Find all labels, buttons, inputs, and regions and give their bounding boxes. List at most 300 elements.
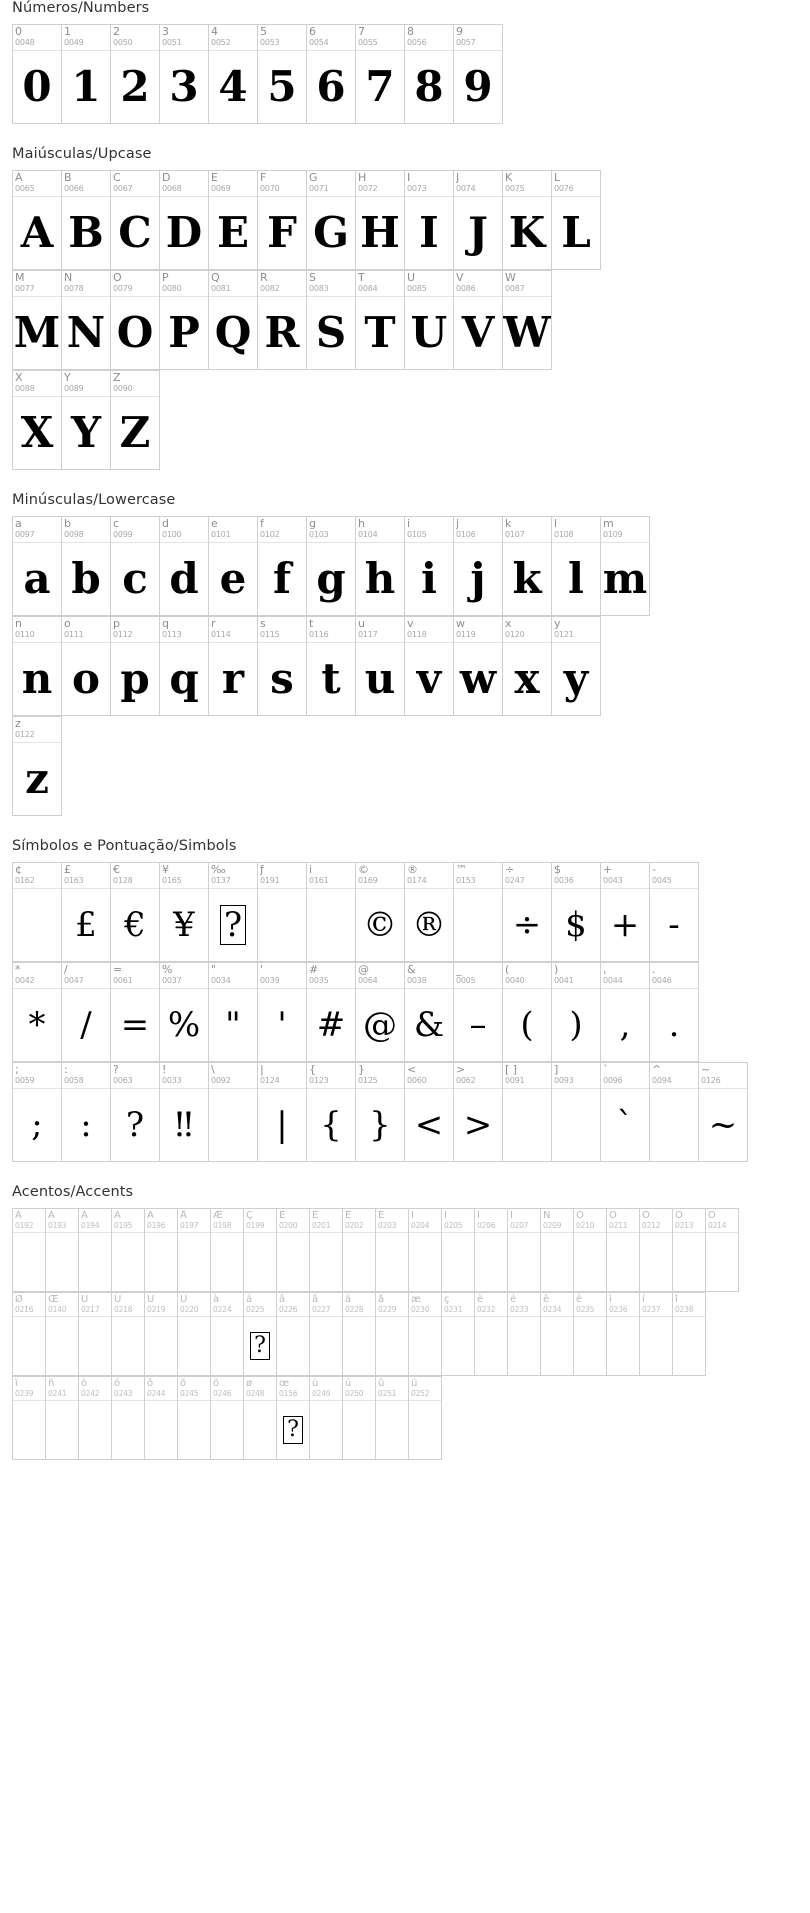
glyph-character-label: v <box>407 618 414 630</box>
glyph-cell[interactable] <box>454 25 503 123</box>
glyph-cell-header <box>574 1209 606 1233</box>
glyph-cell[interactable] <box>552 963 601 1061</box>
glyph-cell[interactable] <box>209 1063 258 1161</box>
glyph-preview <box>13 543 61 615</box>
glyph-character-label: Ù <box>81 1294 89 1305</box>
glyph-render: a <box>23 554 51 603</box>
glyph-cell[interactable] <box>112 1293 145 1375</box>
glyph-cell[interactable] <box>211 1377 244 1459</box>
glyph-cell[interactable] <box>277 1293 310 1375</box>
glyph-cell[interactable] <box>343 1293 376 1375</box>
glyph-character-label: > <box>456 1064 466 1076</box>
glyph-cell[interactable] <box>111 171 160 269</box>
glyph-cell[interactable] <box>209 517 258 615</box>
glyph-code-label: 0043 <box>603 876 623 885</box>
glyph-code-label: 0039 <box>260 976 280 985</box>
glyph-cell[interactable] <box>454 517 503 615</box>
glyph-code-label: 0211 <box>609 1221 628 1230</box>
glyph-cell[interactable] <box>160 271 209 369</box>
glyph-preview <box>552 543 600 615</box>
glyph-cell[interactable] <box>405 25 454 123</box>
glyph-cell[interactable] <box>209 271 258 369</box>
glyph-code-label: 0075 <box>505 184 525 193</box>
glyph-cell[interactable] <box>62 371 111 469</box>
glyph-cell[interactable] <box>405 1063 454 1161</box>
glyph-preview <box>258 643 306 715</box>
glyph-cell[interactable] <box>607 1209 640 1291</box>
glyph-cell[interactable] <box>46 1293 79 1375</box>
glyph-preview <box>13 1233 45 1291</box>
glyph-cell[interactable] <box>13 171 62 269</box>
glyph-character-label: 5 <box>260 26 267 38</box>
glyph-code-label: 0128 <box>113 876 133 885</box>
glyph-cell[interactable] <box>601 963 650 1061</box>
glyph-cell-header <box>503 1063 551 1089</box>
glyph-cell[interactable] <box>503 517 552 615</box>
glyph-preview <box>62 51 110 123</box>
glyph-cell[interactable] <box>454 963 503 1061</box>
glyph-cell[interactable] <box>79 1377 112 1459</box>
glyph-cell[interactable] <box>541 1293 574 1375</box>
glyph-preview <box>607 1317 639 1375</box>
glyph-cell[interactable] <box>62 863 111 961</box>
glyph-cell[interactable] <box>160 963 209 1061</box>
glyph-cell[interactable] <box>46 1377 79 1459</box>
glyph-cell[interactable] <box>62 1063 111 1161</box>
glyph-cell[interactable] <box>258 171 307 269</box>
glyph-render: % <box>167 1005 201 1045</box>
glyph-cell[interactable] <box>607 1293 640 1375</box>
glyph-cell[interactable] <box>454 271 503 369</box>
glyph-cell-header <box>111 963 159 989</box>
glyph-code-label: 0241 <box>48 1389 67 1398</box>
glyph-character-label: z <box>15 718 21 730</box>
glyph-cell[interactable] <box>310 1209 343 1291</box>
glyph-cell[interactable] <box>310 1377 343 1459</box>
glyph-cell[interactable] <box>307 617 356 715</box>
glyph-cell[interactable] <box>258 963 307 1061</box>
glyph-cell[interactable] <box>409 1293 442 1375</box>
glyph-preview <box>356 989 404 1061</box>
glyph-cell[interactable] <box>442 1293 475 1375</box>
glyph-character-label: ™ <box>456 864 467 876</box>
glyph-code-label: 0037 <box>162 976 182 985</box>
glyph-cell[interactable] <box>673 1293 706 1375</box>
glyph-cell[interactable] <box>258 617 307 715</box>
glyph-render: T <box>364 308 396 357</box>
glyph-cell[interactable] <box>640 1209 673 1291</box>
glyph-cell[interactable] <box>79 1209 112 1291</box>
glyph-cell[interactable] <box>111 517 160 615</box>
glyph-render: , <box>619 1005 631 1045</box>
glyph-code-label: 0069 <box>211 184 231 193</box>
glyph-cell[interactable] <box>442 1209 475 1291</box>
glyph-cell[interactable] <box>46 1209 79 1291</box>
glyph-cell[interactable] <box>601 1063 650 1161</box>
glyph-preview <box>405 989 453 1061</box>
glyph-cell[interactable] <box>160 1063 209 1161</box>
glyph-preview <box>307 1089 355 1161</box>
glyph-code-label: 0218 <box>114 1305 133 1314</box>
glyph-cell-header <box>160 963 208 989</box>
glyph-cell[interactable] <box>178 1293 211 1375</box>
glyph-cell[interactable] <box>209 963 258 1061</box>
glyph-cell-header <box>209 963 257 989</box>
glyph-cell[interactable] <box>503 1063 552 1161</box>
glyph-cell-header <box>541 1209 573 1233</box>
glyph-character-label: ã <box>312 1294 319 1305</box>
glyph-preview <box>508 1233 540 1291</box>
glyph-character-label: ñ <box>48 1378 55 1389</box>
glyph-render: U <box>410 308 448 357</box>
glyph-cell[interactable] <box>178 1209 211 1291</box>
glyph-cell[interactable] <box>376 1209 409 1291</box>
glyph-cell[interactable] <box>258 271 307 369</box>
glyph-cell[interactable] <box>503 271 552 369</box>
glyph-character-label: Ç <box>246 1210 253 1221</box>
glyph-cell[interactable] <box>13 863 62 961</box>
glyph-character-label: ö <box>213 1378 220 1389</box>
glyph-cell[interactable] <box>13 517 62 615</box>
glyph-cell[interactable] <box>552 617 601 715</box>
glyph-character-label: * <box>15 964 21 976</box>
glyph-cell[interactable] <box>111 271 160 369</box>
glyph-cell[interactable] <box>356 1063 405 1161</box>
glyph-cell[interactable] <box>13 1377 46 1459</box>
glyph-cell[interactable] <box>475 1209 508 1291</box>
glyph-code-label: 0064 <box>358 976 378 985</box>
glyph-cell-header <box>640 1293 672 1317</box>
glyph-cell[interactable] <box>601 517 650 615</box>
glyph-character-label: X <box>15 372 23 384</box>
glyph-cell-header <box>454 617 502 643</box>
glyph-character-label: ç <box>444 1294 450 1305</box>
glyph-cell[interactable] <box>13 25 62 123</box>
glyph-code-label: 0229 <box>378 1305 397 1314</box>
glyph-cell[interactable] <box>650 963 699 1061</box>
glyph-preview <box>310 1233 342 1291</box>
glyph-character-label: ^ <box>652 1064 662 1076</box>
glyph-cell[interactable] <box>79 1293 112 1375</box>
glyph-character-label: _ <box>456 964 462 976</box>
glyph-character-label: Ó <box>609 1210 617 1221</box>
glyph-cell[interactable] <box>244 1293 277 1375</box>
glyph-cell[interactable] <box>307 25 356 123</box>
glyph-cell[interactable] <box>454 863 503 961</box>
glyph-character-label: i <box>309 864 313 876</box>
glyph-preview <box>475 1233 507 1291</box>
glyph-cell[interactable] <box>160 863 209 961</box>
glyph-cell[interactable] <box>503 963 552 1061</box>
glyph-preview <box>601 543 649 615</box>
glyph-cell[interactable] <box>62 963 111 1061</box>
glyph-cell-header <box>111 25 159 51</box>
glyph-cell[interactable] <box>503 617 552 715</box>
glyph-character-label: Y <box>64 372 71 384</box>
glyph-cell-header <box>454 1063 502 1089</box>
glyph-character-label: É <box>312 1210 319 1221</box>
glyph-cell[interactable] <box>574 1293 607 1375</box>
glyph-code-label: 0234 <box>543 1305 562 1314</box>
glyph-render: P <box>168 308 200 357</box>
glyph-cell[interactable] <box>13 1293 46 1375</box>
glyph-preview <box>160 197 208 269</box>
glyph-preview <box>307 543 355 615</box>
glyph-cell[interactable] <box>673 1209 706 1291</box>
glyph-cell[interactable] <box>356 171 405 269</box>
glyph-preview <box>160 1089 208 1161</box>
glyph-cell[interactable] <box>356 963 405 1061</box>
glyph-cell[interactable] <box>209 617 258 715</box>
glyph-render: q <box>169 654 199 703</box>
glyph-cell[interactable] <box>160 171 209 269</box>
glyph-cell[interactable] <box>356 517 405 615</box>
glyph-code-label: 0116 <box>309 630 329 639</box>
glyph-cell[interactable] <box>310 1293 343 1375</box>
glyph-cell[interactable] <box>160 25 209 123</box>
glyph-cell[interactable] <box>454 171 503 269</box>
glyph-cell[interactable] <box>706 1209 739 1291</box>
glyph-cell[interactable] <box>405 617 454 715</box>
glyph-cell[interactable] <box>650 1063 699 1161</box>
glyph-cell[interactable] <box>475 1293 508 1375</box>
glyph-cell[interactable] <box>13 371 62 469</box>
glyph-preview <box>307 297 355 369</box>
glyph-preview <box>356 643 404 715</box>
glyph-code-label: 0206 <box>477 1221 496 1230</box>
glyph-cell[interactable] <box>145 1377 178 1459</box>
glyph-cell[interactable] <box>13 617 62 715</box>
glyph-cell[interactable] <box>160 617 209 715</box>
glyph-preview <box>454 1089 502 1161</box>
glyph-cell[interactable] <box>376 1377 409 1459</box>
glyph-cell[interactable] <box>277 1209 310 1291</box>
glyph-character-label: B <box>64 172 72 184</box>
glyph-cell[interactable] <box>209 171 258 269</box>
glyph-cell[interactable] <box>405 517 454 615</box>
glyph-character-label: û <box>378 1378 385 1389</box>
glyph-preview <box>454 51 502 123</box>
glyph-cell-header <box>356 25 404 51</box>
glyph-cell[interactable] <box>601 863 650 961</box>
glyph-cell[interactable] <box>13 1209 46 1291</box>
glyph-cell[interactable] <box>62 25 111 123</box>
glyph-row <box>12 24 503 124</box>
glyph-cell[interactable] <box>258 25 307 123</box>
glyph-code-label: 0207 <box>510 1221 529 1230</box>
glyph-cell[interactable] <box>454 1063 503 1161</box>
glyph-cell[interactable] <box>62 271 111 369</box>
glyph-cell[interactable] <box>209 863 258 961</box>
glyph-cell-header <box>405 517 453 543</box>
glyph-cell-header <box>307 617 355 643</box>
glyph-cell-header <box>405 617 453 643</box>
glyph-cell-header <box>503 517 551 543</box>
glyph-cell[interactable] <box>699 1063 748 1161</box>
glyph-cell[interactable] <box>552 171 601 269</box>
glyph-character-label: & <box>407 964 416 976</box>
glyph-character-label: { <box>309 1064 316 1076</box>
glyph-cell[interactable] <box>209 25 258 123</box>
glyph-preview <box>111 197 159 269</box>
glyph-cell[interactable] <box>211 1293 244 1375</box>
glyph-cell[interactable] <box>508 1293 541 1375</box>
glyph-cell[interactable] <box>574 1209 607 1291</box>
notdef-glyph-box: ? <box>220 905 246 945</box>
glyph-cell[interactable] <box>376 1293 409 1375</box>
glyph-cell[interactable] <box>145 1293 178 1375</box>
glyph-cell-header <box>277 1293 309 1317</box>
glyph-cell-header <box>376 1209 408 1233</box>
glyph-cell[interactable] <box>111 617 160 715</box>
glyph-preview <box>310 1317 342 1375</box>
glyph-cell[interactable] <box>307 271 356 369</box>
glyph-preview <box>160 51 208 123</box>
glyph-character-label: Ñ <box>543 1210 551 1221</box>
glyph-cell-header <box>62 617 110 643</box>
glyph-character-label: £ <box>64 864 71 876</box>
glyph-cell[interactable] <box>650 863 699 961</box>
glyph-preview <box>541 1233 573 1291</box>
glyph-cell[interactable] <box>13 717 62 815</box>
glyph-character-label: Ï <box>510 1210 513 1221</box>
glyph-cell[interactable] <box>307 517 356 615</box>
glyph-cell[interactable] <box>356 271 405 369</box>
glyph-cell[interactable] <box>111 863 160 961</box>
glyph-code-label: 0109 <box>603 530 623 539</box>
glyph-cell-header <box>405 171 453 197</box>
glyph-cell[interactable] <box>552 1063 601 1161</box>
glyph-preview <box>244 1317 276 1375</box>
glyph-code-label: 0038 <box>407 976 427 985</box>
glyph-preview <box>258 543 306 615</box>
glyph-cell[interactable] <box>541 1209 574 1291</box>
glyph-character-label: p <box>113 618 120 630</box>
glyph-cell[interactable] <box>62 517 111 615</box>
glyph-cell[interactable] <box>277 1377 310 1459</box>
glyph-cell[interactable] <box>13 271 62 369</box>
glyph-cell[interactable] <box>503 863 552 961</box>
glyph-character-label: Ö <box>708 1210 716 1221</box>
glyph-character-label: k <box>505 518 512 530</box>
glyph-cell[interactable] <box>13 963 62 1061</box>
glyph-preview <box>307 889 355 961</box>
glyph-cell[interactable] <box>145 1209 178 1291</box>
glyph-cell-header <box>13 25 61 51</box>
glyph-cell-header <box>244 1377 276 1401</box>
glyph-cell-header <box>209 171 257 197</box>
glyph-preview <box>307 197 355 269</box>
glyph-cell-header <box>343 1293 375 1317</box>
glyph-cell[interactable] <box>307 171 356 269</box>
glyph-preview <box>503 197 551 269</box>
glyph-code-label: 0091 <box>505 1076 525 1085</box>
glyph-cell[interactable] <box>112 1377 145 1459</box>
glyph-row <box>12 270 552 370</box>
glyph-preview <box>178 1401 210 1459</box>
glyph-cell[interactable] <box>307 963 356 1061</box>
glyph-cell-header <box>607 1209 639 1233</box>
glyph-preview <box>650 889 698 961</box>
glyph-cell[interactable] <box>111 963 160 1061</box>
glyph-cell[interactable] <box>343 1377 376 1459</box>
glyph-character-label: i <box>407 518 411 530</box>
glyph-cell[interactable] <box>405 171 454 269</box>
glyph-cell[interactable] <box>244 1377 277 1459</box>
glyph-cell[interactable] <box>503 171 552 269</box>
glyph-character-label: $ <box>554 864 561 876</box>
glyph-grid <box>0 862 810 1162</box>
glyph-cell[interactable] <box>405 271 454 369</box>
glyph-cell[interactable] <box>307 863 356 961</box>
glyph-cell[interactable] <box>258 863 307 961</box>
glyph-code-label: 0078 <box>64 284 84 293</box>
glyph-character-label: W <box>505 272 516 284</box>
glyph-cell[interactable] <box>13 1063 62 1161</box>
glyph-cell[interactable] <box>307 1063 356 1161</box>
glyph-cell-header <box>307 171 355 197</box>
glyph-cell[interactable] <box>405 963 454 1061</box>
glyph-character-label: F <box>260 172 267 184</box>
glyph-cell[interactable] <box>62 171 111 269</box>
glyph-code-label: 0074 <box>456 184 476 193</box>
glyph-cell[interactable] <box>258 517 307 615</box>
glyph-cell[interactable] <box>111 371 160 469</box>
glyph-cell[interactable] <box>409 1209 442 1291</box>
glyph-character-label: E <box>211 172 218 184</box>
glyph-code-label: 0062 <box>456 1076 476 1085</box>
glyph-cell-header <box>405 25 453 51</box>
glyph-cell[interactable] <box>160 517 209 615</box>
glyph-cell[interactable] <box>508 1209 541 1291</box>
glyph-cell[interactable] <box>343 1209 376 1291</box>
glyph-code-label: 0239 <box>15 1389 34 1398</box>
glyph-cell[interactable] <box>258 1063 307 1161</box>
glyph-cell[interactable] <box>211 1209 244 1291</box>
glyph-preview <box>508 1317 540 1375</box>
glyph-cell[interactable] <box>111 1063 160 1161</box>
glyph-cell-header <box>601 1063 649 1089</box>
glyph-cell[interactable] <box>356 863 405 961</box>
glyph-cell[interactable] <box>112 1209 145 1291</box>
glyph-cell[interactable] <box>356 617 405 715</box>
glyph-character-label: x <box>505 618 512 630</box>
glyph-cell-header <box>13 271 61 297</box>
glyph-character-label: G <box>309 172 318 184</box>
glyph-cell[interactable] <box>405 863 454 961</box>
glyph-render: 8 <box>414 62 444 111</box>
glyph-cell[interactable] <box>552 517 601 615</box>
glyph-cell[interactable] <box>111 25 160 123</box>
glyph-cell[interactable] <box>454 617 503 715</box>
glyph-cell-header <box>13 1063 61 1089</box>
glyph-cell[interactable] <box>409 1377 442 1459</box>
glyph-render: " <box>225 1005 241 1045</box>
glyph-render: © <box>363 905 397 945</box>
glyph-cell[interactable] <box>244 1209 277 1291</box>
glyph-cell[interactable] <box>62 617 111 715</box>
glyph-code-label: 0200 <box>279 1221 298 1230</box>
glyph-cell-header <box>258 171 306 197</box>
glyph-code-label: 0102 <box>260 530 280 539</box>
glyph-preview <box>356 297 404 369</box>
glyph-cell[interactable] <box>640 1293 673 1375</box>
glyph-cell[interactable] <box>552 863 601 961</box>
glyph-code-label: 0248 <box>246 1389 265 1398</box>
glyph-cell[interactable] <box>178 1377 211 1459</box>
glyph-cell[interactable] <box>356 25 405 123</box>
glyph-render: 7 <box>365 62 395 111</box>
